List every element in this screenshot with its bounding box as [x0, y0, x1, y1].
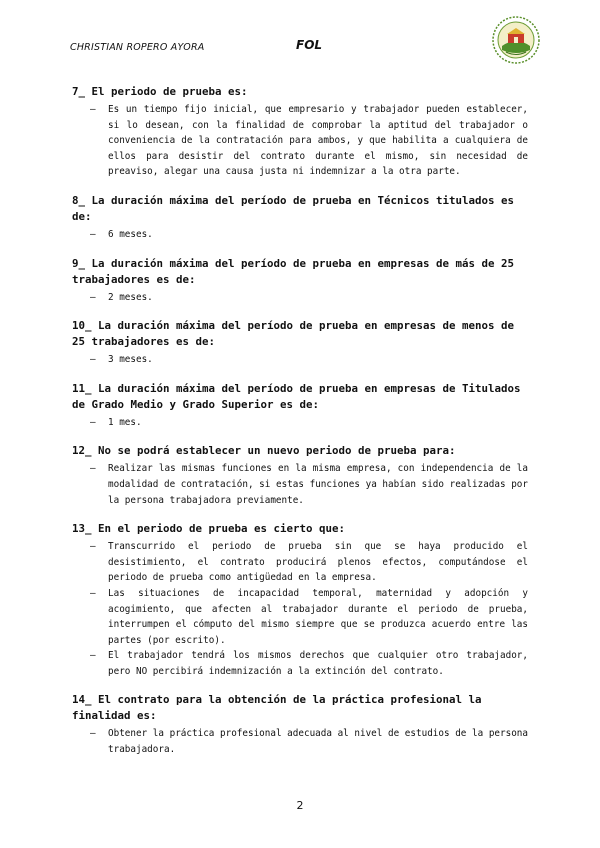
page-number: 2 — [296, 799, 304, 812]
answer-item: – 2 meses. — [72, 290, 528, 306]
question-title: 10_ La duración máxima del período de prueba en empresas de menos de 25 trabajadores es de: — [72, 319, 515, 349]
question-title: 13_ En el periodo de prueba es cierto que: — [72, 522, 346, 536]
question-block — [72, 193, 528, 243]
question-block — [72, 318, 528, 368]
question-title: 12_ No se podrá establecer un nuevo periodo de prueba para: — [72, 444, 456, 458]
answer-list — [72, 227, 528, 243]
answer-item: – El trabajador tendrá los mismos derechos que cualquier otro trabajador, pero NO percibirá indemnización a la extinción del contrato. — [72, 648, 528, 679]
question-block — [72, 84, 528, 180]
answer-list — [72, 102, 528, 180]
answer-list — [72, 726, 528, 757]
answer-list — [72, 352, 528, 368]
answer-item: – 1 mes. — [72, 415, 528, 431]
question-block — [72, 692, 528, 757]
answer-item: – 3 meses. — [72, 352, 528, 368]
question-title: 8_ La duración máxima del período de prueba en Técnicos titulados es de: — [72, 193, 515, 223]
answer-list — [72, 290, 528, 306]
answer-item: – Obtener la práctica profesional adecuada al nivel de estudios de la persona trabajadora. — [72, 726, 528, 757]
question-title: 9_ La duración máxima del período de prueba en empresas de más de 25 trabajadores es de: — [72, 256, 515, 286]
answer-list — [72, 539, 528, 679]
question-title: 14_ El contrato para la obtención de la práctica profesional la finalidad es: — [72, 693, 482, 723]
question-block — [72, 443, 528, 508]
school-logo — [492, 16, 540, 64]
question-list — [72, 84, 528, 771]
answer-item: – 6 meses. — [72, 227, 528, 243]
question-block — [72, 381, 528, 431]
header-subject: FOL — [296, 38, 323, 52]
question-title: 7_ El periodo de prueba es: — [72, 85, 248, 98]
question-block — [72, 521, 528, 679]
answer-item: – Las situaciones de incapacidad temporal, maternidad y adopción y acogimiento, que afecten al trabajador durante el periodo de prueba, interrumpen el cómputo del mismo siempre que se produzca acuerdo entre las partes (por escrito). — [72, 586, 528, 648]
answer-item: – Es un tiempo fijo inicial, que empresario y trabajador pueden establecer, si lo desean, con la finalidad de comprobar la aptitud del trabajador o conveniencia de la contratación para ambos, y que habilita a cualquiera de ellos para desistir del contrato durante el mismo, sin necesidad de preaviso, alegar una causa justa ni indemnizar a la otra parte. — [72, 102, 528, 180]
question-block — [72, 256, 528, 306]
answer-list — [72, 415, 528, 431]
answer-item: – Transcurrido el periodo de prueba sin que se haya producido el desistimiento, el contrato producirá plenos efectos, computándose el periodo de prueba como antigüedad en la empresa. — [72, 539, 528, 586]
answer-list — [72, 461, 528, 508]
question-title: 11_ La duración máxima del período de prueba en empresas de Titulados de Grado Medio y Grado Superior es de: — [72, 381, 521, 411]
answer-item: – Realizar las mismas funciones en la misma empresa, con independencia de la modalidad de contratación, si estas funciones ya habían sido realizadas por la persona trabajadora previamente. — [72, 461, 528, 508]
header-author: CHRISTIAN ROPERO AYORA — [70, 42, 205, 53]
